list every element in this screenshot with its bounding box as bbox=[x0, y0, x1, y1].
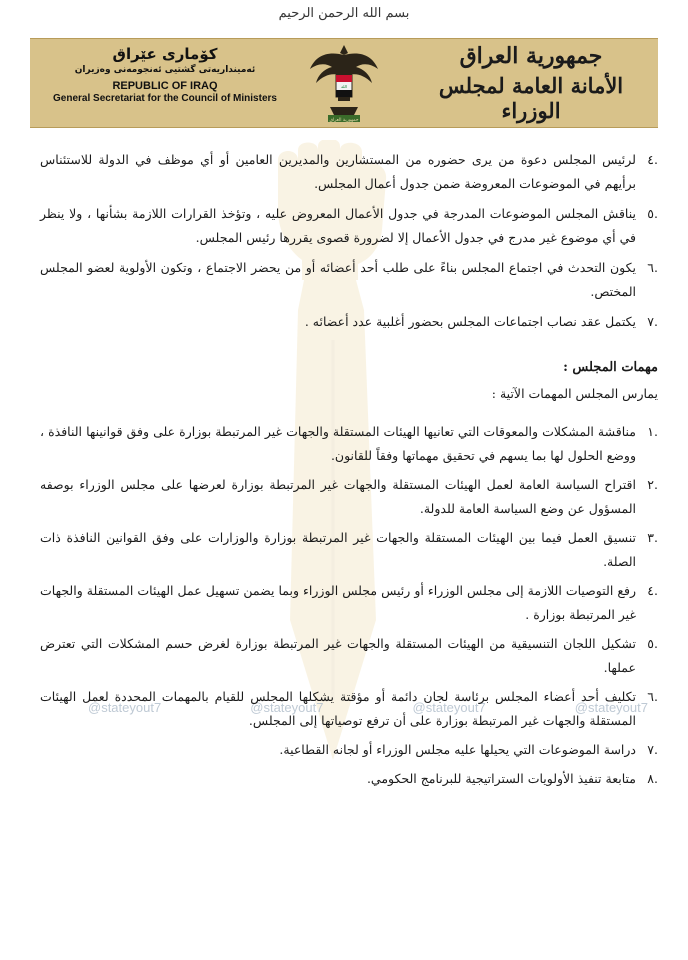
arabic-title: جمهورية العراق bbox=[459, 43, 603, 69]
list-item bbox=[40, 738, 658, 762]
kurdish-title: كۆماری عێراق bbox=[112, 45, 218, 63]
eagle-emblem-icon bbox=[308, 41, 380, 125]
council-tasks-list bbox=[40, 420, 658, 791]
item-text: تنسيق العمل فيما بين الهيئات المستقلة والجهات غير المرتبطة بوزارة والوزارات على وفق القوانين النافذة ذات الصلة. bbox=[40, 530, 636, 569]
item-text: مناقشة المشكلات والمعوقات التي تعانيها الهيئات المستقلة والجهات غير المرتبطة بوزارة على وفق قوانينها النافذة ، ووضع الحلول لها بما يسهم في تحقيق مهماتها وفقاً للقانون. bbox=[40, 424, 636, 463]
list-item bbox=[40, 767, 658, 791]
item-text: تشكيل اللجان التنسيقية من الهيئات المستقلة والجهات غير المرتبطة بوزارة لغرض حسم المشكلات التي تعترض عملها. bbox=[40, 636, 636, 675]
watermark-handle: @stateyout7 bbox=[250, 700, 324, 715]
kurdish-subtitle: ئه‌مینداریه‌تی گشتیی ئه‌نجومه‌نی وه‌زیران bbox=[74, 65, 256, 75]
item-text: يناقش المجلس الموضوعات المدرجة في جدول الأعمال المعروض عليه ، وتؤخذ القرارات اللازمة بشأنها ، ولا ينظر في أي موضوع غير مدرج في جدول الأعمال إلا لضرورة قصوى يقررها رئيس المجلس. bbox=[40, 206, 636, 245]
section-intro: يمارس المجلس المهمات الآتية : bbox=[491, 386, 658, 401]
item-text: يكون التحدث في اجتماع المجلس بناءً على طلب أحد أعضائه أو من يحضر الاجتماع ، وتكون الأولوية لعضو المجلس المختص. bbox=[40, 260, 636, 299]
watermark-handle: @stateyout7 bbox=[88, 700, 162, 715]
item-number: .٧ bbox=[647, 314, 658, 329]
document-body bbox=[40, 148, 658, 796]
svg-text:الله: الله bbox=[341, 84, 347, 89]
item-text: دراسة الموضوعات التي يحيلها عليه مجلس الوزراء أو لجانه القطاعية. bbox=[279, 742, 636, 757]
item-text: تكليف أحد أعضاء المجلس برئاسة لجان دائمة أو مؤقتة يشكلها المجلس للقيام بالمهمات المحددة لعمل الهيئات المستقلة والجهات غير المرتبطة بوزارة على أن ترفع توصياتها إلى المجلس. bbox=[40, 689, 636, 728]
item-number: .٤ bbox=[647, 152, 658, 167]
procedures-list bbox=[40, 148, 658, 334]
section-heading: مهمات المجلس : bbox=[563, 360, 658, 375]
letterhead-left bbox=[40, 45, 290, 104]
letterhead bbox=[30, 38, 658, 128]
watermark-handle: @stateyout7 bbox=[412, 700, 486, 715]
basmala: بسم الله الرحمن الرحيم bbox=[278, 6, 410, 21]
item-text: رفع التوصيات اللازمة إلى مجلس الوزراء أو رئيس مجلس الوزراء وبما يضمن تسهيل عمل الهيئات المستقلة والجهات غير المرتبطة بوزارة . bbox=[40, 583, 636, 622]
item-number: .٢ bbox=[647, 477, 658, 492]
watermark-handle: @stateyout7 bbox=[574, 700, 648, 715]
item-number: .٦ bbox=[647, 689, 658, 704]
svg-text:جمهورية العراق: جمهورية العراق bbox=[329, 118, 359, 123]
list-item bbox=[40, 148, 658, 196]
list-item bbox=[40, 310, 658, 334]
english-title: REPUBLIC OF IRAQ bbox=[112, 80, 218, 92]
item-number: .٨ bbox=[647, 771, 658, 786]
list-item bbox=[40, 632, 658, 680]
english-subtitle: General Secretariat for the Council of Ministers bbox=[53, 93, 277, 104]
item-number: .٥ bbox=[647, 636, 658, 651]
item-number: .٤ bbox=[647, 583, 658, 598]
arabic-subtitle: الأمانة العامة لمجلس الوزراء bbox=[438, 73, 624, 123]
letterhead-right bbox=[416, 43, 646, 123]
item-number: .١ bbox=[647, 424, 658, 439]
item-number: .٧ bbox=[647, 742, 658, 757]
item-text: لرئيس المجلس دعوة من يرى حضوره من المستشارين والمديرين العامين أو أي موظف في الدولة للاستئناس برأيهم في الموضوعات المعروضة ضمن جدول أعمال المجلس. bbox=[40, 152, 636, 191]
list-item bbox=[40, 526, 658, 574]
list-item bbox=[40, 202, 658, 250]
item-number: .٦ bbox=[647, 260, 658, 275]
list-item bbox=[40, 685, 658, 733]
list-item bbox=[40, 420, 658, 468]
item-text: متابعة تنفيذ الأولويات الستراتيجية للبرنامج الحكومي. bbox=[366, 771, 636, 786]
item-number: .٣ bbox=[647, 530, 658, 545]
list-item bbox=[40, 579, 658, 627]
list-item bbox=[40, 473, 658, 521]
list-item bbox=[40, 256, 658, 304]
item-text: يكتمل عقد نصاب اجتماعات المجلس بحضور أغلبية عدد أعضائه . bbox=[304, 314, 636, 329]
item-number: .٥ bbox=[647, 206, 658, 221]
item-text: اقتراح السياسة العامة لعمل الهيئات المستقلة والجهات غير المرتبطة بوزارة لعرضها على مجلس الوزراء بوصفه المسؤول عن وضع السياسة العامة للدولة. bbox=[40, 477, 636, 516]
